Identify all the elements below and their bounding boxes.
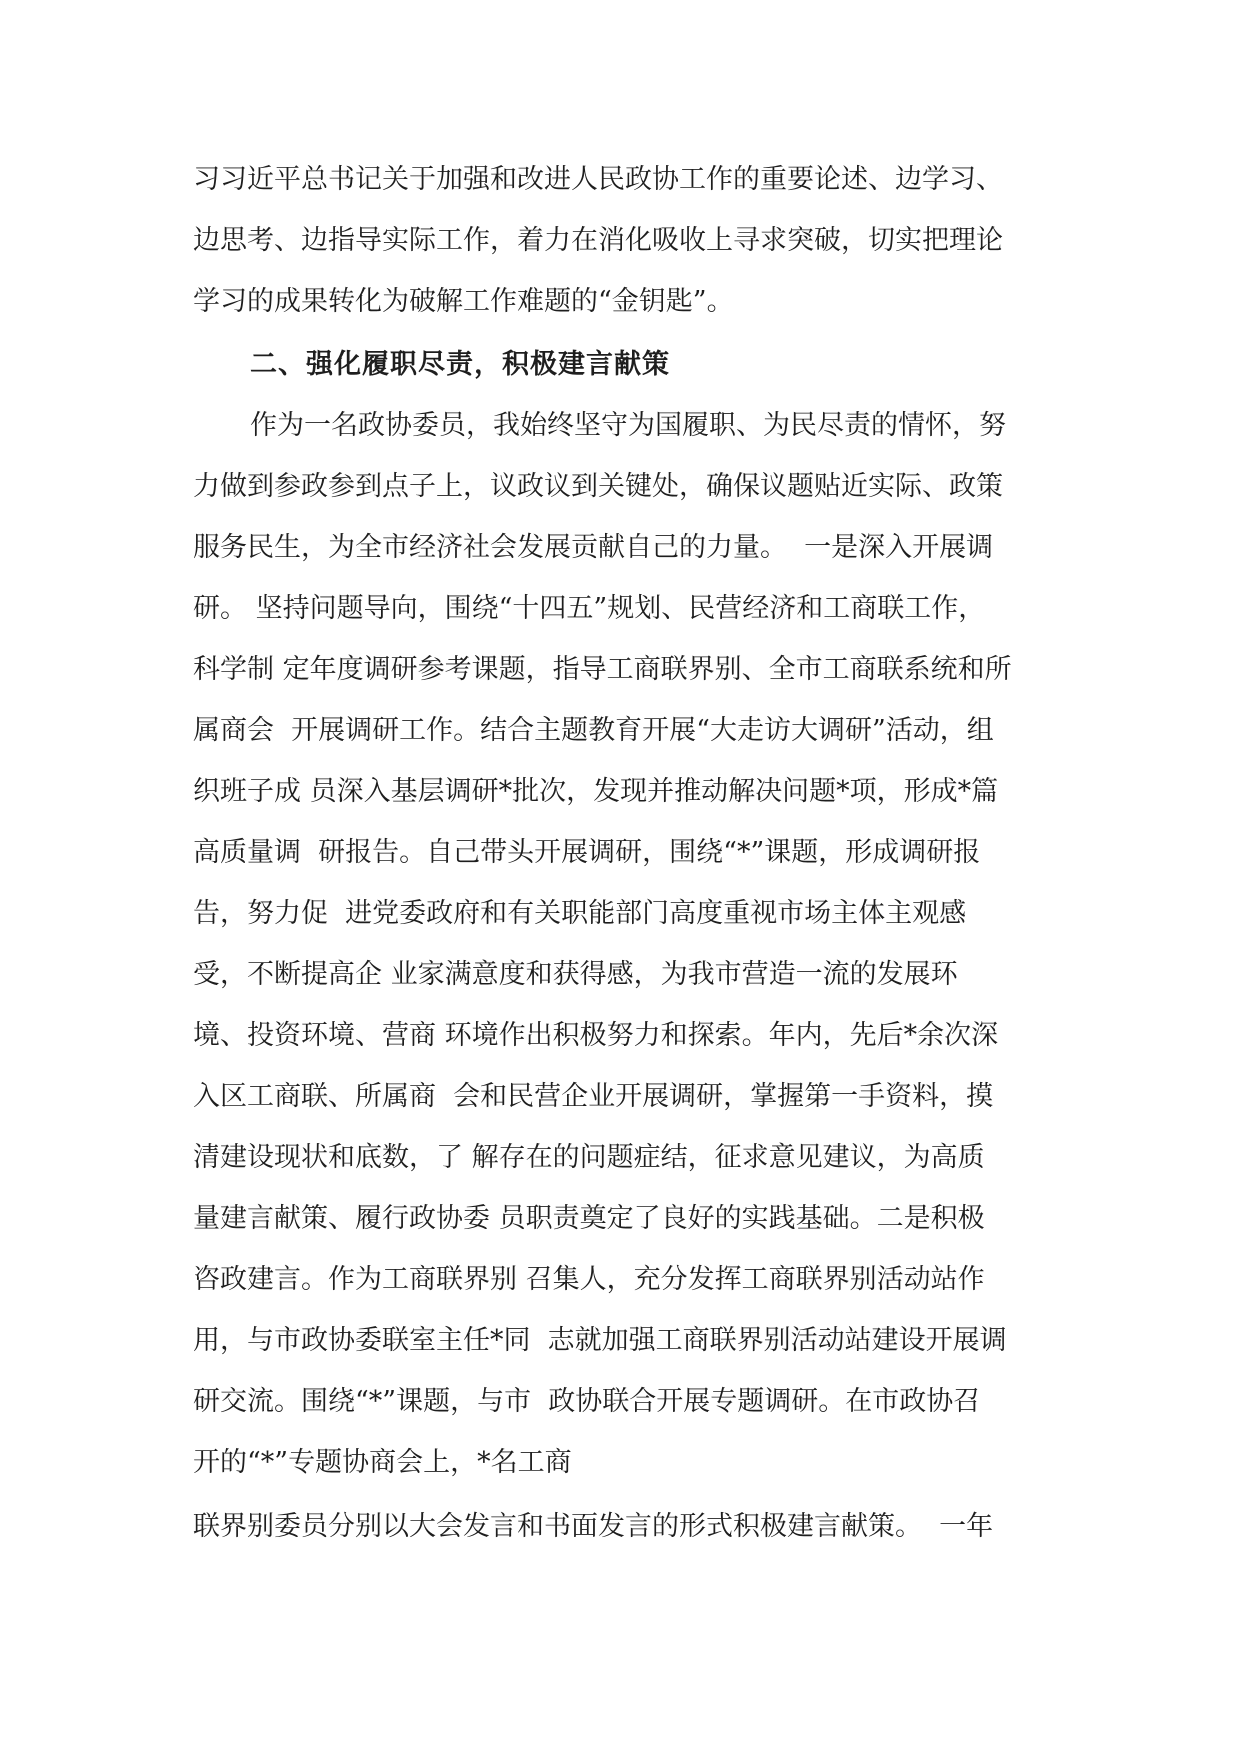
paragraph-line: 科学制 定年度调研参考课题，指导工商联界别、全市工商联系统和所 (193, 654, 1012, 685)
paragraph-line: 境、投资环境、营商 环境作出积极努力和探索。年内，先后*余次深 (193, 1020, 999, 1051)
paragraph-line: 清建设现状和底数，了 解存在的问题症结，征求意见建议，为高质 (193, 1142, 985, 1173)
paragraph-line: 开的“*”专题协商会上，*名工商 (193, 1447, 572, 1478)
paragraph-line: 受，不断提高企 业家满意度和获得感，为我市营造一流的发展环 (193, 959, 958, 990)
paragraph-line: 告，努力促 进党委政府和有关职能部门高度重视市场主体主观感 (193, 898, 967, 929)
paragraph-line: 用，与市政协委联室主任*同 志就加强工商联界别活动站建设开展调 (193, 1325, 1007, 1356)
paragraph-line: 入区工商联、所属商 会和民营企业开展调研，掌握第一手资料，摸 (193, 1081, 994, 1112)
paragraph-line: 研交流。围绕“*”课题，与市 政协联合开展专题调研。在市政协召 (193, 1386, 981, 1417)
paragraph-line: 作为一名政协委员，我始终坚守为国履职、为民尽责的情怀，努 (250, 410, 1006, 441)
paragraph-line: 织班子成 员深入基层调研*批次，发现并推动解决问题*项，形成*篇 (193, 776, 999, 807)
paragraph-line: 学习的成果转化为破解工作难题的“金钥匙”。 (193, 286, 734, 317)
paragraph-line: 服务民生，为全市经济社会发展贡献自己的力量。 一是深入开展调 (193, 532, 994, 563)
section-heading: 二、强化履职尽责，积极建言献策 (250, 349, 670, 380)
paragraph-line: 研。 坚持问题导向，围绕“十四五”规划、民营经济和工商联工作， (193, 593, 986, 624)
paragraph-line: 边思考、边指导实际工作，着力在消化吸收上寻求突破，切实把理论 (193, 225, 1003, 256)
paragraph-line: 力做到参政参到点子上，议政议到关键处，确保议题贴近实际、政策 (193, 471, 1003, 502)
paragraph-line: 高质量调 研报告。自己带头开展调研，围绕“*”课题，形成调研报 (193, 837, 981, 868)
paragraph-line: 联界别委员分别以大会发言和书面发言的形式积极建言献策。 一年 (193, 1511, 994, 1542)
paragraph-line: 量建言献策、履行政协委 员职责奠定了良好的实践基础。二是积极 (193, 1203, 985, 1234)
paragraph-line: 咨政建言。作为工商联界别 召集人，充分发挥工商联界别活动站作 (193, 1264, 985, 1295)
paragraph-line: 属商会 开展调研工作。结合主题教育开展“大走访大调研”活动，组 (193, 715, 994, 746)
paragraph-line: 习习近平总书记关于加强和改进人民政协工作的重要论述、边学习、 (193, 164, 1003, 195)
